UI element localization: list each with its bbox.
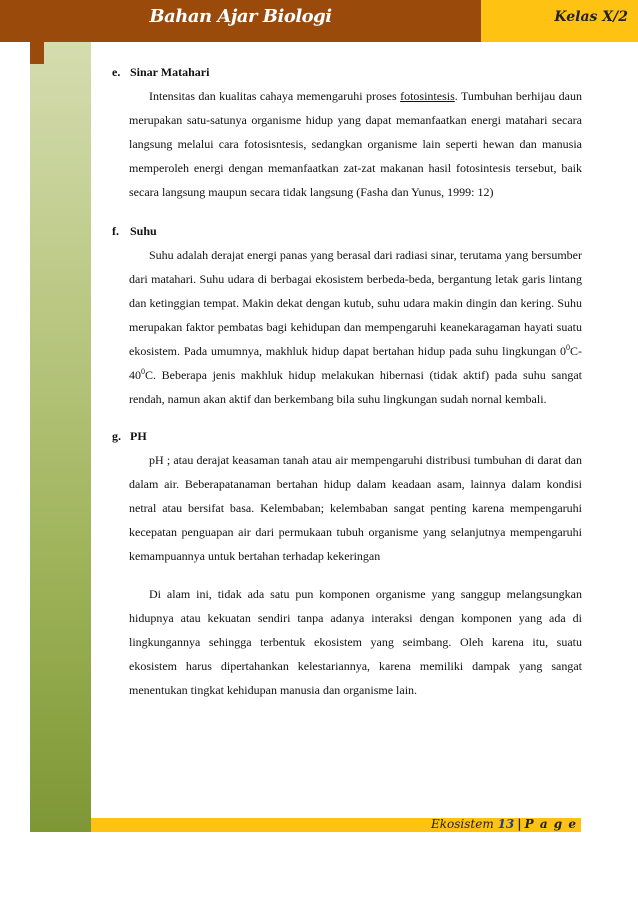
decorative-sidebar bbox=[30, 42, 91, 832]
footer-separator: | bbox=[517, 817, 522, 831]
section-letter: e. bbox=[112, 65, 121, 79]
fotosintesis-term: fotosintesis bbox=[400, 89, 455, 103]
header-class-label: Kelas X/2 bbox=[554, 9, 628, 25]
section-ph bbox=[112, 424, 582, 702]
paragraph-text: Intensitas dan kualitas cahaya memengaruhi proses bbox=[149, 89, 401, 103]
section-letter: g. bbox=[112, 429, 121, 443]
decorative-sidebar-cap bbox=[30, 42, 44, 64]
header-class-band bbox=[481, 0, 638, 42]
paragraph bbox=[129, 84, 582, 204]
paragraph-text: Suhu adalah derajat energi panas yang berasal dari radiasi sinar, terutama yang bersumber dari matahari. Suhu udara di berbagai ekosistem berbeda-beda, bergantung letak garis lintang dan ketinggian tempat. Makin dekat dengan kutub, suhu udara makin dingin dan kering. Suhu merupakan faktor pembatas bagi kehidupan dan mempengaruhi keanekaragaman hayati suatu ekosistem. Pada umumnya, makhluk hidup dapat bertahan hidup pada suhu lingkungan 0 bbox=[129, 248, 582, 358]
section-title: Suhu bbox=[130, 224, 157, 238]
section-heading bbox=[112, 60, 582, 84]
superscript: 0 bbox=[566, 343, 570, 352]
footer-text bbox=[431, 817, 577, 831]
paragraph: pH ; atau derajat keasaman tanah atau air mempengaruhi distribusi tumbuhan di darat dan dalam air. Beberapatanaman bertahan hidup dalam keadaan asam, lainnya dalam kondisi netral atau bersifat basa. Kelembaban; kelembaban sangat penting karena mempengaruhi kecepatan penguapan air dari permukaan tubuh organisme yang selanjutnya mempengaruhi kemampuannya untuk bertahan terhadap kekeringan bbox=[129, 453, 582, 563]
paragraph-text: . Tumbuhan berhijau daun merupakan satu-satunya organisme hidup yang dapat memanfaatkan energi matahari secara langsung melalui cara fotosisntesis, sedangkan organisme lain seperti hewan dan manusia memperoleh energi dengan memanfaatkan zat-zat makanan hasil fotosintesis tersebut, baik secara langsung maupun secara tidak langsung (Fasha dan Yunus, 1999: 12) bbox=[129, 89, 582, 199]
footer-page-word: P a g e bbox=[524, 817, 577, 831]
section-suhu bbox=[112, 219, 582, 411]
section-sinar-matahari bbox=[112, 60, 582, 204]
section-heading bbox=[112, 219, 582, 243]
header-title: Bahan Ajar Biologi bbox=[149, 6, 332, 27]
page-header bbox=[0, 0, 638, 42]
paragraph: Di alam ini, tidak ada satu pun komponen organisme yang sanggup melangsungkan hidupnya atau kekuatan sendiri tanpa adanya interaksi dengan komponen yang ada di lingkungannya sehingga terbentuk ekosistem yang seimbang. Oleh karena itu, suatu ekosistem harus dipertahankan kelestariannya, karena memiliki dampak yang sangat menentukan tingkat kehidupan manusia dan organisme lain. bbox=[129, 587, 582, 697]
header-title-band bbox=[0, 0, 481, 42]
section-heading bbox=[112, 424, 582, 448]
superscript: 0 bbox=[141, 367, 145, 376]
page-footer bbox=[91, 818, 581, 832]
document-body bbox=[112, 60, 582, 702]
footer-chapter: Ekosistem bbox=[431, 817, 494, 831]
paragraph-text: C. Beberapa jenis makhluk hidup melakukan hibernasi (tidak aktif) pada suhu sangat rendah, namun akan aktif dan berkembang bila suhu lingkungan sudah nornal kembali. bbox=[129, 368, 582, 406]
section-title: PH bbox=[130, 429, 147, 443]
paragraph bbox=[129, 243, 582, 411]
footer-page-number: 13 bbox=[497, 817, 515, 831]
section-letter: f. bbox=[112, 224, 119, 238]
section-title: Sinar Matahari bbox=[130, 65, 210, 79]
paragraph-text: C-40 bbox=[129, 344, 582, 382]
